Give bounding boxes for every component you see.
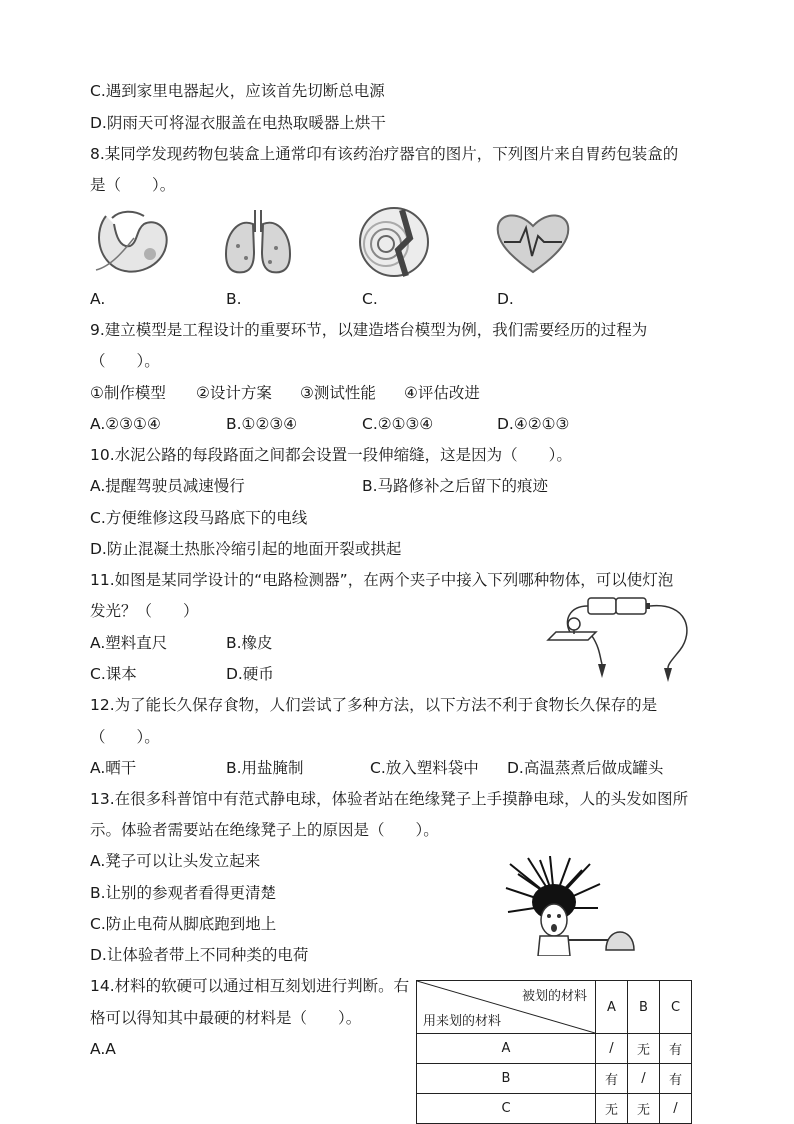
- q9-step-3: ③测试性能: [300, 384, 376, 402]
- q14-option-a: A.A: [90, 1040, 116, 1058]
- circuit-tester-image: [540, 592, 708, 684]
- q9-option-b: B.①②③④: [226, 415, 298, 433]
- q10-option-c: C.方便维修这段马路底下的电线: [90, 509, 308, 527]
- table-diagonal-header: [417, 981, 596, 1034]
- table-row: [417, 1094, 692, 1124]
- table-cell: 有: [660, 1034, 692, 1064]
- q9-step-1: ①制作模型: [90, 384, 166, 402]
- table-row: [417, 1064, 692, 1094]
- q10-option-d: D.防止混凝土热胀冷缩引起的地面开裂或拱起: [90, 540, 402, 558]
- stomach-image: [92, 208, 174, 276]
- q9-option-d: D.④②①③: [497, 415, 570, 433]
- col-header-a: A: [596, 981, 628, 1034]
- q13-option-a: A.凳子可以让头发立起来: [90, 852, 261, 870]
- q11-stem-line2: 发光？（ ）: [90, 602, 199, 620]
- q13-option-b: B.让别的参观者看得更清楚: [90, 884, 277, 902]
- q8-stem-line2: 是（ ）。: [90, 176, 176, 194]
- row-label-c: C: [417, 1094, 596, 1124]
- q11-option-b: B.橡皮: [226, 634, 273, 652]
- col-header-c: C: [660, 981, 692, 1034]
- q14-stem-line2: 格可以得知其中最硬的材料是（ ）。: [90, 1009, 362, 1027]
- knee-joint-image: [358, 206, 430, 278]
- heart-image: [494, 210, 572, 276]
- table-cell: /: [660, 1094, 692, 1124]
- q9-stem-line2: （ ）。: [90, 352, 160, 370]
- hardness-table: [416, 980, 692, 1124]
- static-ball-hair-image: [504, 856, 638, 956]
- q12-stem-line2: （ ）。: [90, 728, 160, 746]
- q12-option-a: A.晒干: [90, 759, 137, 777]
- table-cell: /: [628, 1064, 660, 1094]
- q9-option-c: C.②①③④: [362, 415, 434, 433]
- q8-option-d: D.: [497, 290, 514, 308]
- q9-option-a: A.②③①④: [90, 415, 161, 433]
- table-row: [417, 1034, 692, 1064]
- header-bottom-label: 用来划的材料: [423, 1014, 502, 1029]
- q11-option-c: C.课本: [90, 665, 137, 683]
- table-cell: 无: [628, 1094, 660, 1124]
- lungs-image: [222, 206, 294, 278]
- table-cell: 无: [596, 1094, 628, 1124]
- q13-stem-line1: 13.在很多科普馆中有范式静电球，体验者站在绝缘凳子上手摸静电球，人的头发如图所: [90, 790, 689, 808]
- q9-step-4: ④评估改进: [404, 384, 480, 402]
- row-label-b: B: [417, 1064, 596, 1094]
- q9-step-2: ②设计方案: [196, 384, 272, 402]
- q7-option-c: C.遇到家里电器起火，应该首先切断总电源: [90, 82, 385, 100]
- q12-option-d: D.高温蒸煮后做成罐头: [507, 759, 664, 777]
- table-cell: 有: [596, 1064, 628, 1094]
- table-cell: 有: [660, 1064, 692, 1094]
- q8-option-b: B.: [226, 290, 242, 308]
- row-label-a: A: [417, 1034, 596, 1064]
- q9-stem-line1: 9.建立模型是工程设计的重要环节，以建造塔台模型为例，我们需要经历的过程为: [90, 321, 648, 339]
- table-cell: 无: [628, 1034, 660, 1064]
- q8-stem-line1: 8.某同学发现药物包装盒上通常印有该药治疗器官的图片，下列图片来自胃药包装盒的: [90, 145, 679, 163]
- table-cell: /: [596, 1034, 628, 1064]
- q11-stem-line1: 11.如图是某同学设计的“电路检测器”，在两个夹子中接入下列哪种物体，可以使灯泡: [90, 571, 674, 589]
- q12-stem-line1: 12.为了能长久保存食物，人们尝试了多种方法，以下方法不利于食物长久保存的是: [90, 696, 658, 714]
- q10-stem: 10.水泥公路的每段路面之间都会设置一段伸缩缝，这是因为（ ）。: [90, 446, 572, 464]
- q10-option-b: B.马路修补之后留下的痕迹: [362, 477, 549, 495]
- q11-option-d: D.硬币: [226, 665, 274, 683]
- q7-option-d: D.阴雨天可将湿衣服盖在电热取暖器上烘干: [90, 114, 386, 132]
- q13-option-c: C.防止电荷从脚底跑到地上: [90, 915, 277, 933]
- q8-option-c: C.: [362, 290, 378, 308]
- q13-stem-line2: 示。体验者需要站在绝缘凳子上的原因是（ ）。: [90, 821, 439, 839]
- q14-stem-line1: 14.材料的软硬可以通过相互刻划进行判断。右: [90, 977, 410, 995]
- q13-option-d: D.让体验者带上不同种类的电荷: [90, 946, 309, 964]
- q10-option-a: A.提醒驾驶员减速慢行: [90, 477, 245, 495]
- q12-option-c: C.放入塑料袋中: [370, 759, 479, 777]
- q8-option-a: A.: [90, 290, 106, 308]
- q11-option-a: A.塑料直尺: [90, 634, 168, 652]
- col-header-b: B: [628, 981, 660, 1034]
- header-top-label: 被划的材料: [521, 989, 587, 1004]
- q12-option-b: B.用盐腌制: [226, 759, 304, 777]
